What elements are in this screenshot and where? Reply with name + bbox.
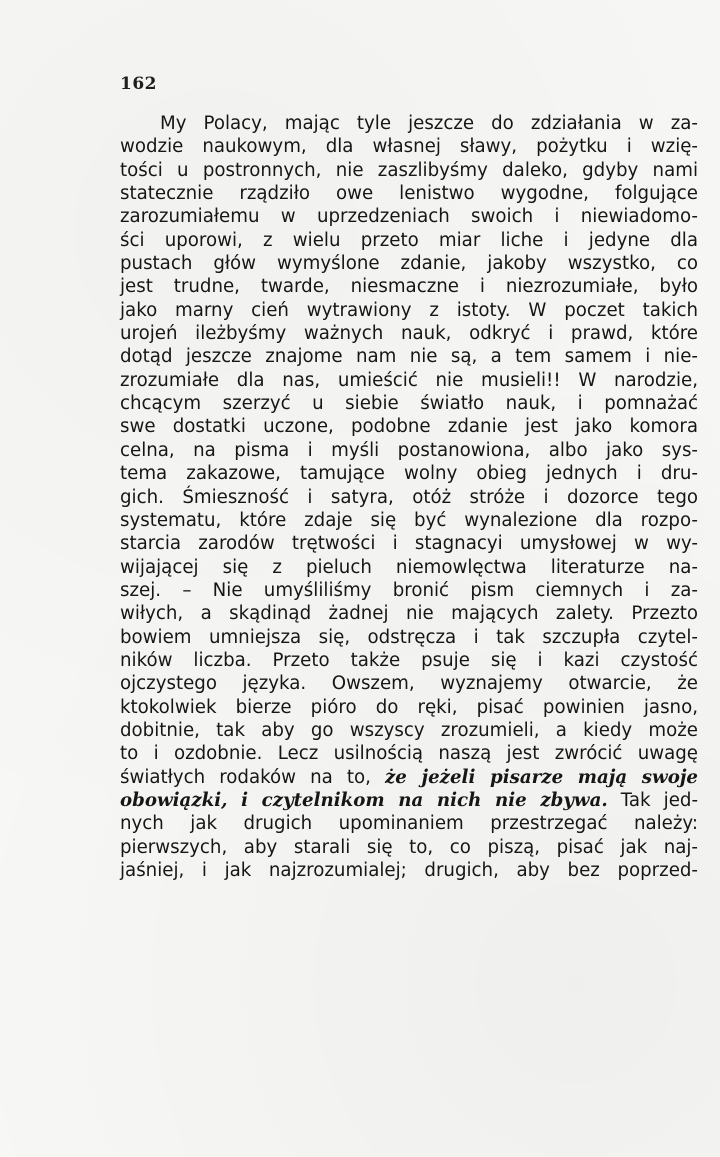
text-line: wijającej się z pieluch niemowlęctwa literaturze na-: [120, 556, 698, 578]
text-line: ści uporowi, z wielu przeto miar liche i jedyne dla: [120, 229, 698, 251]
text-segment: Tak jed-: [607, 789, 699, 811]
text-line: pierwszych, aby starali się to, co piszą, pisać jak naj-: [120, 836, 698, 858]
text-line: celna, na pisma i myśli postanowiona, albo jako sys-: [120, 439, 698, 461]
body-text: [120, 112, 698, 882]
text-segment: światłych rodaków na to,: [120, 766, 385, 788]
text-line: nych jak drugich upominaniem przestrzegać należy:: [120, 813, 698, 835]
text-line: ktokolwiek bierze pióro do ręki, pisać powinien jasno,: [120, 696, 698, 718]
text-line: ników liczba. Przeto także psuje się i kazi czystość: [120, 649, 698, 671]
text-line: bowiem umniejsza się, odstręcza i tak szczupła czytel-: [120, 626, 698, 648]
text-line: gich. Śmieszność i satyra, otóż stróże i dozorce tego: [120, 486, 698, 508]
text-line: ojczystego języka. Owszem, wyznajemy otwarcie, że: [120, 673, 698, 695]
text-line: chcącym szerzyć u siebie światło nauk, i pomnażać: [120, 393, 698, 415]
text-line-with-italic: [120, 766, 698, 789]
text-line: wodzie naukowym, dla własnej sławy, pożytku i wzię-: [120, 136, 698, 158]
text-line: starcia zarodów trętwości i stagnacyi umysłowej w wy-: [120, 533, 698, 555]
text-line: tema zakazowe, tamujące wolny obieg jednych i dru-: [120, 463, 698, 485]
italic-segment: obowiązki, i czytelnikom na nich nie zbywa.: [120, 789, 608, 811]
text-line: dobitnie, tak aby go wszyscy zrozumieli, a kiedy może: [120, 719, 698, 741]
text-line: statecznie rządziło owe lenistwo wygodne, folgujące: [120, 183, 698, 205]
italic-segment: że jeżeli pisarze mają swoje: [384, 766, 698, 788]
text-line: swe dostatki uczone, podobne zdanie jest jako komora: [120, 416, 698, 438]
text-line: zarozumiałemu w uprzedzeniach swoich i niewiadomo-: [120, 206, 698, 228]
text-line: systematu, które zdaje się być wynalezione dla rozpo-: [120, 509, 698, 531]
text-line: dotąd jeszcze znajome nam nie są, a tem samem i nie-: [120, 346, 698, 368]
text-line: to i ozdobnie. Lecz usilnością naszą jest zwrócić uwagę: [120, 743, 698, 765]
text-line: wiłych, a skądinąd żadnej nie mających zalety. Przezto: [120, 603, 698, 625]
page-number: 162: [120, 74, 157, 94]
text-line: pustach głów wymyślone zdanie, jakoby wszystko, co: [120, 253, 698, 275]
text-line-with-italic: [120, 789, 698, 812]
text-line: jaśniej, i jak najzrozumialej; drugich, aby bez poprzed-: [120, 860, 698, 881]
text-line: jako marny cień wytrawiony z istoty. W poczet takich: [120, 299, 698, 321]
text-line: tości u postronnych, nie zaszlibyśmy daleko, gdyby nami: [120, 159, 698, 181]
text-line: zrozumiałe dla nas, umieścić nie musieli!! W narodzie,: [120, 369, 698, 391]
text-line: urojeń ileżbyśmy ważnych nauk, odkryć i prawd, które: [120, 323, 698, 345]
text-line: My Polacy, mając tyle jeszcze do zdziałania w za-: [160, 113, 698, 134]
text-line: jest trudne, twarde, niesmaczne i niezrozumiałe, było: [120, 276, 698, 298]
text-line: szej. – Nie umyśliliśmy bronić pism ciemnych i za-: [120, 579, 698, 601]
